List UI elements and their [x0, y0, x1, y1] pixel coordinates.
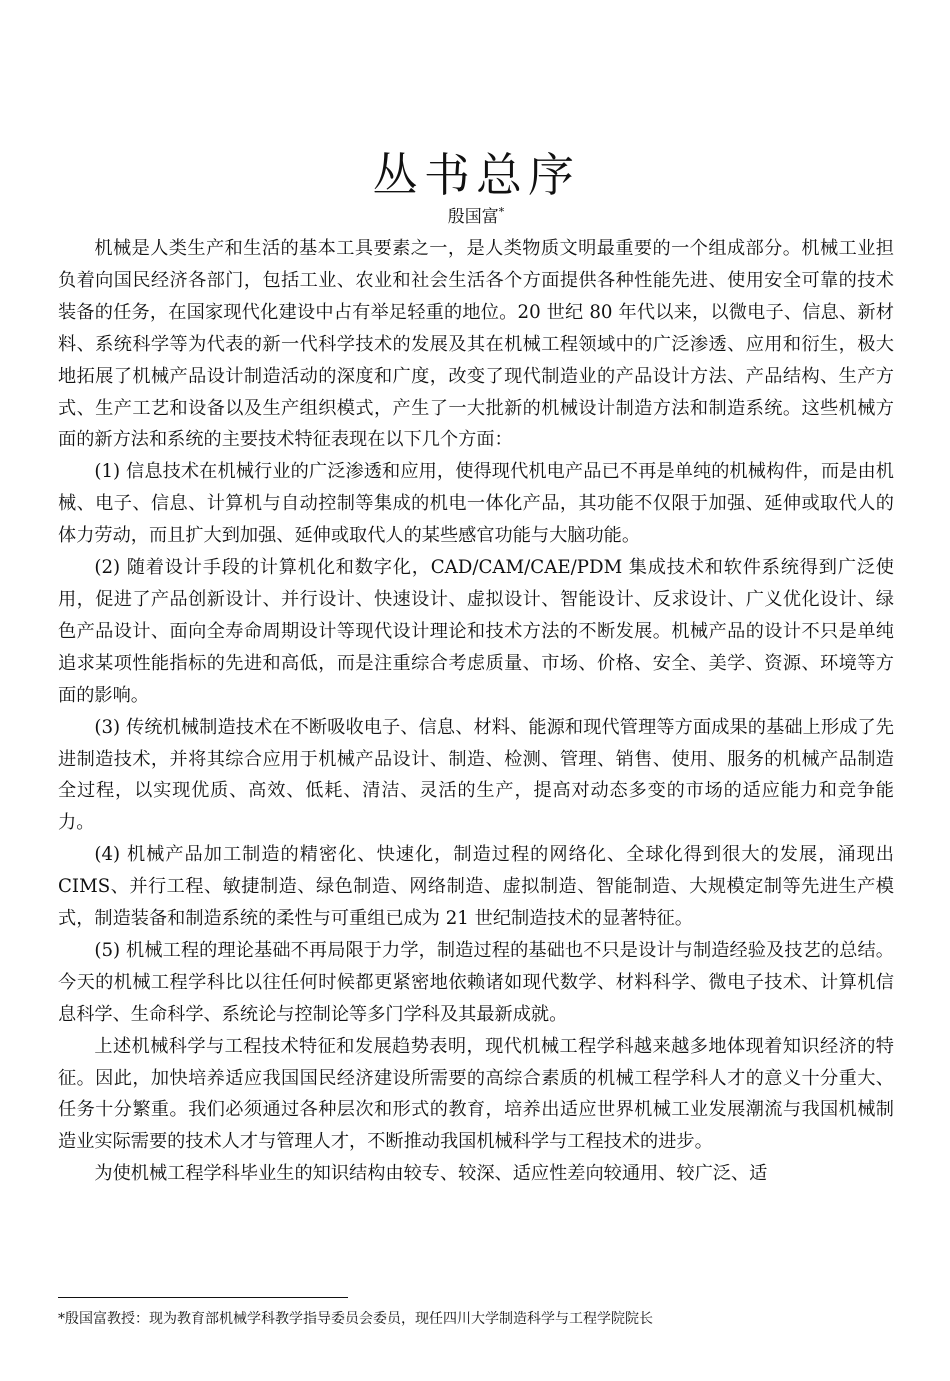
author-footnote-mark: * [498, 205, 505, 219]
page-title: 丛书总序 [372, 147, 580, 202]
paragraph: (3) 传统机械制造技术在不断吸收电子、信息、材料、能源和现代管理等方面成果的基础上形成了先进制造技术，并将其综合应用于机械产品设计、制造、检测、管理、销售、使用、服务的机械产品制造全过程，以实现优质、高效、低耗、清洁、灵活的生产，提高对动态多变的市场的适应能力和竞争能力。 [58, 716, 894, 834]
footnote-divider [58, 1297, 348, 1298]
author-line [58, 203, 894, 231]
footnote: *殷国富教授：现为教育部机械学科教学指导委员会委员，现任四川大学制造科学与工程学院院长 [58, 1311, 653, 1327]
paragraph: 为使机械工程学科毕业生的知识结构由较专、较深、适应性差向较通用、较广泛、适 [94, 1163, 768, 1185]
body-text [58, 233, 894, 1190]
paragraph: (2) 随着设计手段的计算机化和数字化，CAD/CAM/CAE/PDM 集成技术和软件系统得到广泛使用，促进了产品创新设计、并行设计、快速设计、虚拟设计、智能设计、反求设计、广义优化设计、绿色产品设计、面向全寿命周期设计等现代设计理论和技术方法的不断发展。机械产品的设计不只是单纯追求某项性能指标的先进和高低，而是注重综合考虑质量、市场、价格、安全、美学、资源、环境等方面的影响。 [58, 557, 894, 706]
paragraph: 上述机械科学与工程技术特征和发展趋势表明，现代机械工程学科越来越多地体现着知识经济的特征。因此，加快培养适应我国国民经济建设所需要的高综合素质的机械工程学科人才的意义十分重大、任务十分繁重。我们必须通过各种层次和形式的教育，培养出适应世界机械工业发展潮流与我国机械制造业实际需要的技术人才与管理人才，不断推动我国机械科学与工程技术的进步。 [58, 1035, 894, 1153]
paragraph: 机械是人类生产和生活的基本工具要素之一，是人类物质文明最重要的一个组成部分。机械工业担负着向国民经济各部门，包括工业、农业和社会生活各个方面提供各种性能先进、使用安全可靠的技术装备的任务，在国家现代化建设中占有举足轻重的地位。20 世纪 80 年代以来，以微电子、信息、新材料、系统科学等为代表的新一代科学技术的发展及其在机械工程领域中的广泛渗透、应用和衍生，极大地拓展了机械产品设计制造活动的深度和广度，改变了现代制造业的产品设计方法、产品结构、生产方式、生产工艺和设备以及生产组织模式，产生了一大批新的机械设计制造方法和制造系统。这些机械方面的新方法和系统的主要技术特征表现在以下几个方面： [58, 238, 894, 451]
paragraph: (5) 机械工程的理论基础不再局限于力学，制造过程的基础也不只是设计与制造经验及技艺的总结。今天的机械工程学科比以往任何时候都更紧密地依赖诸如现代数学、材料科学、微电子技术、计算机信息科学、生命科学、系统论与控制论等多门学科及其最新成就。 [58, 939, 894, 1025]
paragraph: (4) 机械产品加工制造的精密化、快速化，制造过程的网络化、全球化得到很大的发展，涌现出 CIMS、并行工程、敏捷制造、绿色制造、网络制造、虚拟制造、智能制造、大规模定制等先进生产模式，制造装备和制造系统的柔性与可重组已成为 21 世纪制造技术的显著特征。 [58, 844, 894, 930]
author-name: 殷国富 [447, 207, 499, 227]
paragraph: (1) 信息技术在机械行业的广泛渗透和应用，使得现代机电产品已不再是单纯的机械构件，而是由机械、电子、信息、计算机与自动控制等集成的机电一体化产品，其功能不仅限于加强、延伸或取代人的体力劳动，而且扩大到加强、延伸或取代人的某些感官功能与大脑功能。 [58, 461, 894, 547]
